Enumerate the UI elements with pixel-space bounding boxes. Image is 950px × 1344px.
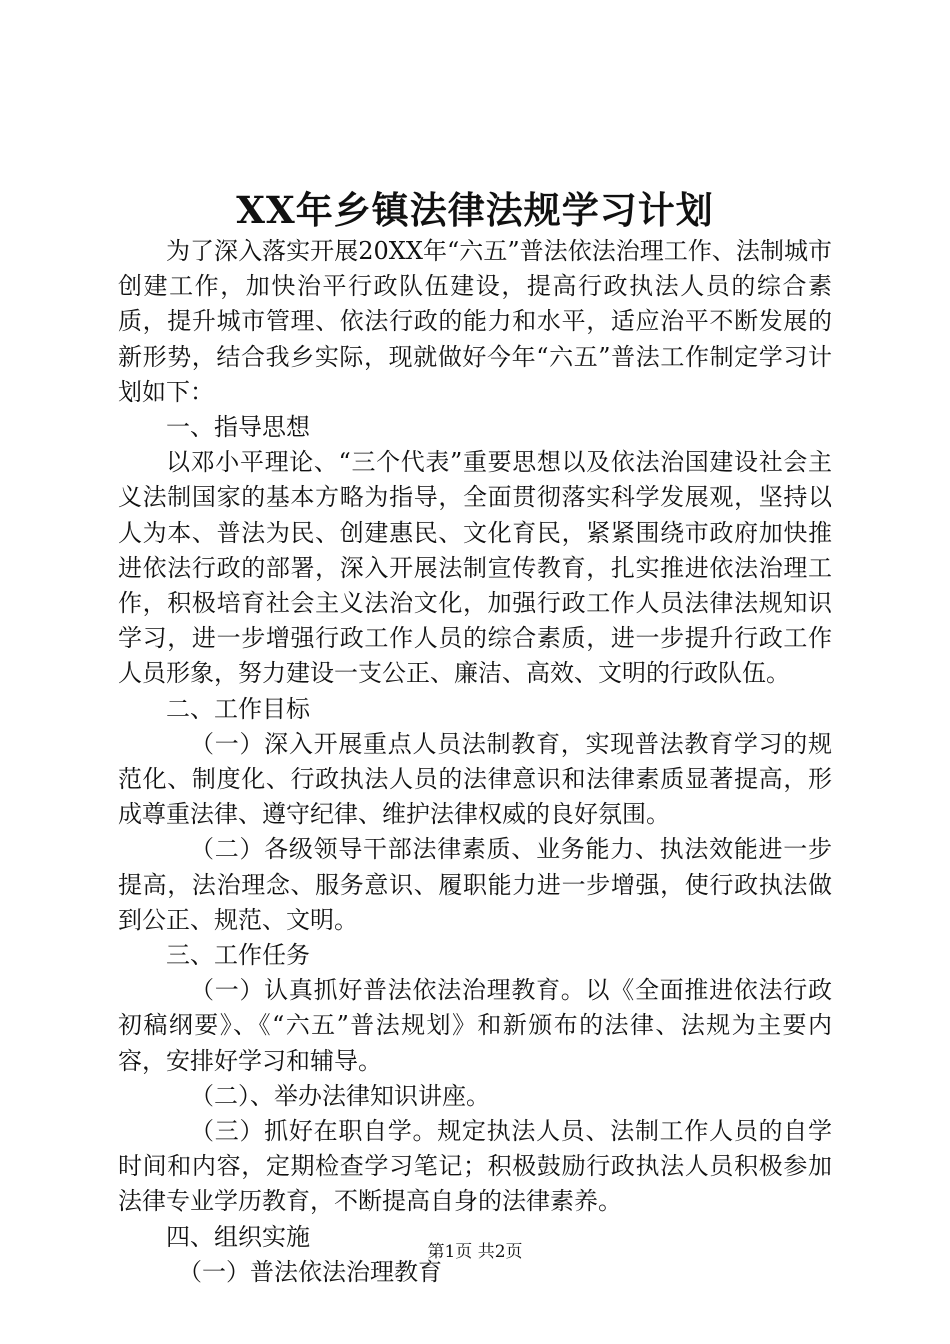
work-goal-item-1: （一）深入开展重点人员法制教育，实现普法教育学习的规范化、制度化、行政执法人员的法律意识和法律素质显著提高，形成尊重法律、遵守纪律、维护法律权威的良好氛围。 (118, 729, 832, 829)
work-task-item-3: （三）抓好在职自学。规定执法人员、法制工作人员的自学时间和内容，定期检查学习笔记；积极鼓励行政执法人员积极参加法律专业学历教育，不断提高自身的法律素养。 (118, 1117, 832, 1216)
section-heading-organization: 四、组织实施 (166, 1222, 310, 1251)
guiding-ideology-paragraph: 以邓小平理论、“三个代表”重要思想以及依法治国建设社会主义法制国家的基本方略为指导，全面贯彻落实科学发展观，坚持以人为本、普法为民、创建惠民、文化育民，紧紧围绕市政府加快推进依法行政的部署，深入开展法制宣传教育，扎实推进依法治理工作，积极培育社会主义法治文化，加强行政工作人员法律法规知识学习，进一步增强行政工作人员的综合素质，进一步提升行政工作人员形象，努力建设一支公正、廉洁、高效、文明的行政队伍。 (118, 448, 832, 688)
document-body (118, 234, 832, 1290)
document-title: XX年乡镇法律法规学习计划 (236, 188, 714, 232)
work-goal-item-2: （二）各级领导干部法律素质、业务能力、执法效能进一步提高，法治理念、服务意识、履职能力进一步增强，使行政执法做到公正、规范、文明。 (118, 835, 832, 934)
intro-paragraph: 为了深入落实开展20XX年“六五”普法依法治理工作、法制城市创建工作，加快治平行政队伍建设，提高行政执法人员的综合素质，提升城市管理、依法行政的能力和水平，适应治平不断发展的新形势，结合我乡实际，现就做好今年“六五”普法工作制定学习计划如下： (118, 237, 832, 406)
organization-item-1: （一）普法依法治理教育 (178, 1257, 442, 1286)
section-heading-guiding-ideology: 一、指导思想 (166, 413, 310, 442)
section-heading-work-tasks: 三、工作任务 (166, 941, 310, 970)
section-heading-work-goals: 二、工作目标 (166, 694, 310, 723)
work-task-item-2: （二）、举办法律知识讲座。 (190, 1081, 490, 1110)
page-footer: 第1页 共2页 (427, 1242, 523, 1262)
work-task-item-1: （一）认真抓好普法依法治理教育。以《全面推进依法行政初稿纲要》、《“六五”普法规划》和新颁布的法律、法规为主要内容，安排好学习和辅导。 (118, 976, 832, 1075)
